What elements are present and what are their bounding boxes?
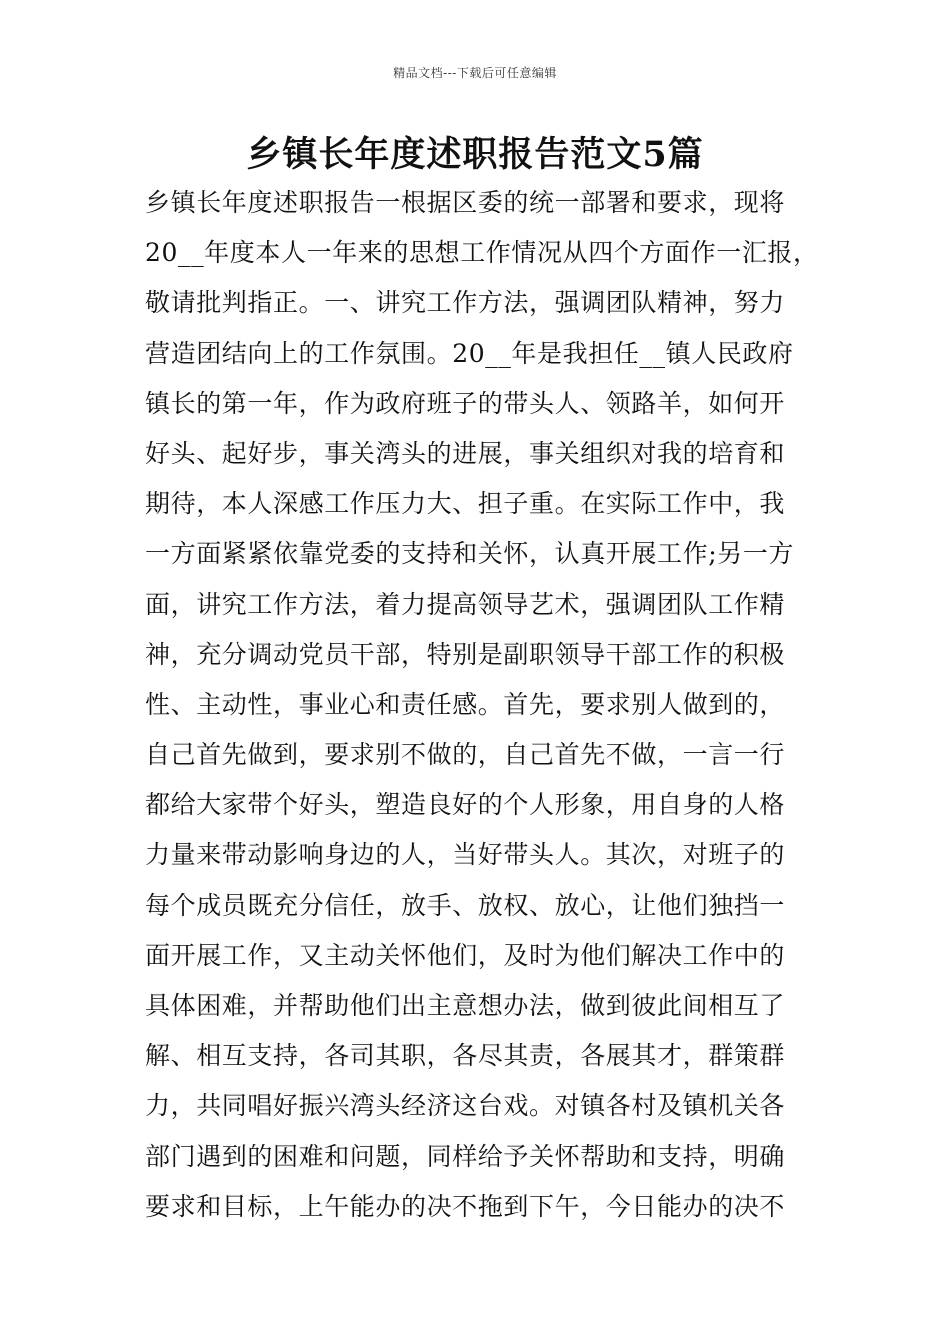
body-text [145, 178, 825, 1232]
body-line: 自己首先做到，要求别不做的，自己首先不做，一言一行 [145, 740, 786, 770]
body-line: 乡镇长年度述职报告一根据区委的统一部署和要求，现将 [145, 188, 786, 217]
header-note: 精品文档---下载后可任意编辑 [393, 66, 557, 80]
body-line: 具体困难，并帮助他们出主意想办法，做到彼此间相互了 [145, 991, 786, 1020]
body-line: 营造团结向上的工作氛围。20__年是我担任__镇人民政府 [145, 338, 794, 368]
body-line: 部门遇到的困难和问题，同样给予关怀帮助和支持，明确 [145, 1141, 786, 1171]
body-line: 力量来带动影响身边的人，当好带头人。其次，对班子的 [145, 840, 786, 870]
body-line: 20__年度本人一年来的思想工作情况从四个方面作一汇报， [145, 238, 819, 268]
body-line: 都给大家带个好头，塑造良好的个人形象，用自身的人格 [145, 790, 786, 820]
body-line: 神，充分调动党员干部，特别是副职领导干部工作的积极 [145, 639, 786, 669]
body-line: 敬请批判指正。一、讲究工作方法，强调团队精神，努力 [145, 288, 786, 318]
body-line: 面开展工作，又主动关怀他们，及时为他们解决工作中的 [145, 940, 786, 970]
body-line: 面，讲究工作方法，着力提高领导艺术，强调团队工作精 [145, 589, 786, 619]
body-line: 好头、起好步，事关湾头的进展，事关组织对我的培育和 [145, 438, 786, 468]
body-line: 镇长的第一年，作为政府班子的带头人、领路羊，如何开 [145, 388, 786, 418]
body-line: 期待，本人深感工作压力大、担子重。在实际工作中，我 [145, 489, 786, 519]
document-title: 乡镇长年度述职报告范文5篇 [246, 134, 704, 175]
body-line: 解、相互支持，各司其职，各尽其责，各展其才，群策群 [145, 1041, 786, 1071]
body-line: 力，共同唱好振兴湾头经济这台戏。对镇各村及镇机关各 [145, 1091, 786, 1121]
body-line: 一方面紧紧依靠党委的支持和关怀，认真开展工作;另一方 [145, 539, 795, 569]
body-line: 每个成员既充分信任，放手、放权、放心，让他们独挡一 [145, 890, 786, 920]
body-line: 要求和目标，上午能办的决不拖到下午，今日能办的决不 [145, 1191, 786, 1221]
body-line: 性、主动性，事业心和责任感。首先，要求别人做到的， [145, 689, 786, 719]
